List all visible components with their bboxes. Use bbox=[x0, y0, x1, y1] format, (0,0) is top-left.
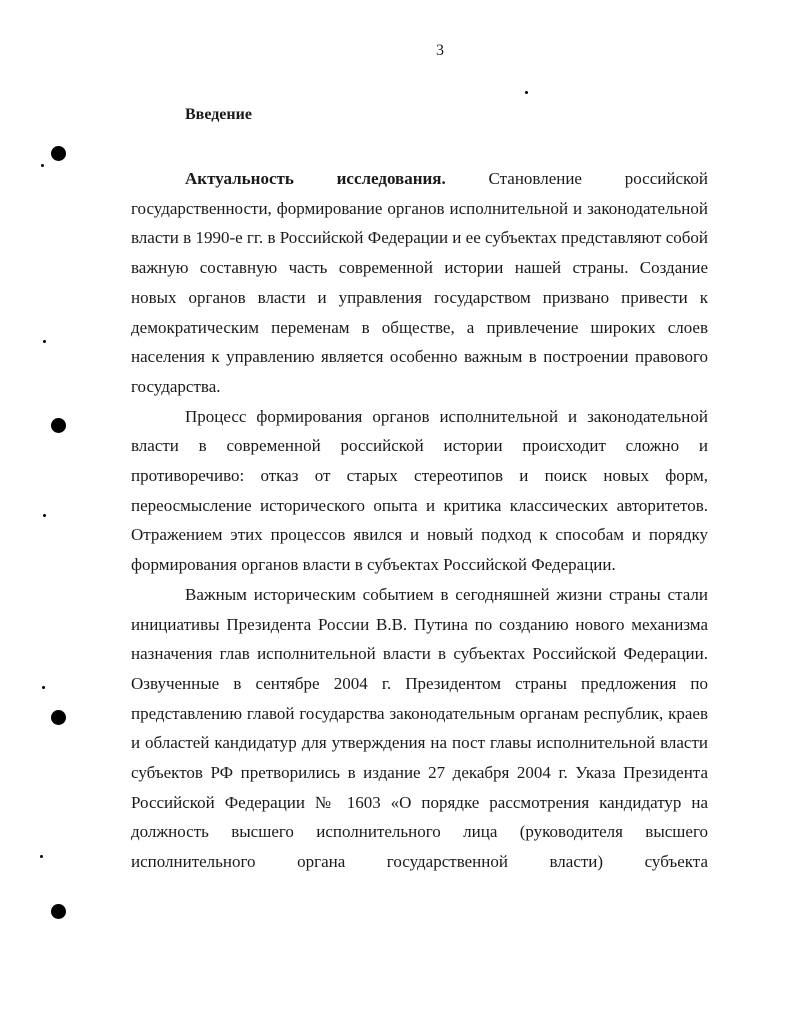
scan-speck bbox=[43, 514, 46, 517]
body-text bbox=[131, 164, 708, 877]
paragraph-text: Важным историческим событием в сегодняшней жизни страны стали инициативы Президента России В.В. Путина по созданию нового механизма назначения глав исполнительной власти в субъектах Российской Федерации. Озвученные в сентябре 2004 г. Президентом страны предложения по представлению главой государства законодательным органам республик, краев и областей кандидатур для утверждения на пост главы исполнительной власти субъектов РФ претворились в издание 27 декабря 2004 г. Указа Президента Российской Федерации № 1603 «О порядке рассмотрения кандидатур на должность высшего исполнительного лица (руководителя высшего исполнительного органа государственной власти) субъекта bbox=[131, 584, 708, 872]
scan-speck bbox=[43, 340, 46, 343]
paragraph-event bbox=[131, 580, 708, 877]
page-number: 3 bbox=[436, 42, 444, 59]
paragraph-relevance bbox=[131, 164, 708, 402]
punch-hole bbox=[51, 710, 66, 725]
section-heading: Введение bbox=[185, 106, 252, 123]
paragraph-text: Становление российской государственности, формирование органов исполнительной и законодательной власти в 1990-е гг. в Российской Федерации и ее субъектах представляют собой важную составную часть современной истории нашей страны. Создание новых органов власти и управления государством призвано привести к демократическим переменам в обществе, а привлечение широких слоев населения к управлению является особенно важным в построении правового государства. bbox=[131, 169, 708, 396]
scan-speck bbox=[42, 686, 45, 689]
scan-speck bbox=[41, 164, 44, 167]
paragraph-text: Процесс формирования органов исполнительной и законодательной власти в современной российской истории происходит сложно и противоречиво: отказ от старых стереотипов и поиск новых форм, переосмысление исторического опыта и критика классических авторитетов. Отражением этих процессов явился и новый подход к способам и порядку формирования органов власти в субъектах Российской Федерации. bbox=[131, 406, 708, 575]
punch-hole bbox=[51, 146, 66, 161]
punch-hole bbox=[51, 418, 66, 433]
scan-speck bbox=[525, 91, 528, 94]
punch-hole bbox=[51, 904, 66, 919]
paragraph-process bbox=[131, 402, 708, 580]
paragraph-lead: Актуальность исследования. bbox=[185, 169, 446, 188]
scan-speck bbox=[40, 855, 43, 858]
